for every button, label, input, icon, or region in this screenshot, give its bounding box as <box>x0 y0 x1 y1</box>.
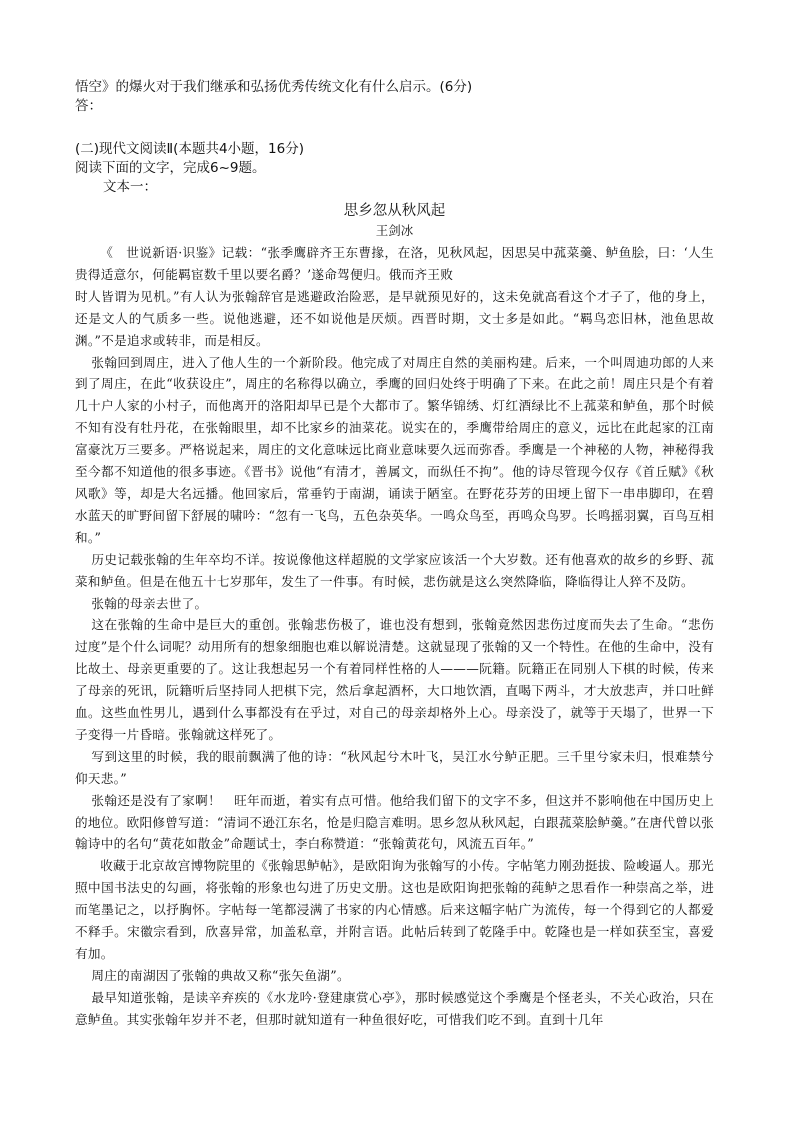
paragraph: 张翰还是没有了家啊！ 旺年而逝，着实有点可惜。他给我们留下的文字不多，但这并不影响他在中国历史上的地位。欧阳修曾写道：“清词不逊江东名，怆是归隐言难明。思乡忽从秋风起，白跟菰菜脍鲈羹。”在唐代曾以张翰诗中的名句“黄花如散金”命题试士，李白称赞道：“张翰黄花句，风流五百年。” <box>75 792 714 852</box>
paragraph: 《 世说新语·识鉴》记载：“张季鹰辟齐王东曹掾，在洛，见秋风起，因思吴中菰菜羹、鲈鱼脍，曰：‘人生贵得适意尔，何能羁宦数千里以要名爵？’遂命驾便归。俄而齐王败 <box>75 245 714 282</box>
paragraph: 写到这里的时候，我的眼前飘满了他的诗：“秋风起兮木叶飞，吴江水兮鲈正肥。三千里兮家未归，恨难禁兮仰天悲。” <box>75 748 714 786</box>
answer-label: 答： <box>75 98 102 114</box>
essay-title: 思乡忽从秋风起 <box>343 203 446 219</box>
instruction: 阅读下面的文字，完成6~9题。 <box>75 160 266 176</box>
question-tail: 悟空》的爆火对于我们继承和弘扬优秀传统文化有什么启示。(6分) <box>75 79 473 95</box>
paragraph: 张翰的母亲去世了。 <box>91 595 208 611</box>
essay-body <box>75 242 714 1031</box>
paragraph: 历史记载张翰的生年卒均不详。按说像他这样超脱的文学家应该活一个大岁数。还有他喜欢的故乡的乡野、菰菜和鲈鱼。但是在他五十七岁那年，发生了一件事。有时候，悲伤就是这么突然降临，降临得让人猝不及防。 <box>75 551 714 589</box>
text-label: 文本一： <box>103 179 157 195</box>
paragraph: 时人皆谓为见机。”有人认为张翰辞官是逃避政治险恶，是早就预见好的，这未免就高看这个才子了，他的身上，还是文人的气质多一些。说他逃避，还不如说他是厌烦。西晋时期，文士多是如此。“羁鸟恋旧林，池鱼思故渊。”不是追求或转非，而是相反。 <box>75 288 714 348</box>
paragraph: 收藏于北京故宫博物院里的《张翰思鲈帖》，是欧阳询为张翰写的小传。字帖笔力刚劲挺拔、险峻逼人。那光照中国书法史的勾画，将张翰的形象也勾进了历史文册。这也是欧阳询把张翰的莼鲈之思看作一种崇高之举，进而笔墨记之，以抒胸怀。字帖每一笔都浸满了书家的内心情感。后来这幅字帖广为流传，每一个得到它的人都爱不释手。宋徽宗看到，欣喜异常，加盖私章，并附言语。此帖后转到了乾隆手中。乾隆也是一样如获至宝，喜爱有加。 <box>75 858 714 961</box>
paragraph: 张翰回到周庄，进入了他人生的一个新阶段。他完成了对周庄自然的美丽构建。后来，一个叫周迪功郎的人来到了周庄，在此“收获设庄”，周庄的名称得以确立，季鹰的回归处终于明确了下来。在此之前！周庄只是个有着几十户人家的小村子，而他离开的洛阳却早已是个大都市了。繁华锦绣、灯红酒绿比不上菰菜和鲈鱼，那个时候不知有没有牡丹花，在张翰眼里，却不比家乡的油菜花。说实在的，季鹰带给周庄的意义，远比在此起家的江南富豪沈万三要多。严格说起来，周庄的文化意味远比商业意味要久远而弥香。季鹰是一个神秘的人物，神秘得我至今都不知道他的很多事迹。《晋书》说他“有清才，善属文，而纵任不拘”。他的诗尽管现今仅存《首丘赋》《秋风歌》等，却是大名远播。他回家后，常垂钓于南湖，诵读于陋室。在野花芬芳的田埂上留下一串串脚印，在碧水蓝天的旷野间留下舒展的啸吟：“忽有一飞鸟，五色杂英华。一鸣众鸟至，再鸣众鸟罗。长鸣摇羽翼，百鸟互相和。” <box>75 354 714 545</box>
paragraph: 这在张翰的生命中是巨大的重创。张翰悲伤极了，谁也没有想到，张翰竟然因悲伤过度而失去了生命。“悲伤过度”是个什么词呢？动用所有的想象细胞也难以解说清楚。这就显现了张翰的又一个特性。在他的生命中，没有比故土、母亲更重要的了。这让我想起另一个有着同样性格的人———阮籍。阮籍正在同别人下棋的时候，传来了母亲的死讯，阮籍听后坚持同人把棋下完，然后拿起酒杯，大口地饮酒，直喝下两斗，才大放悲声，并口吐鲜血。这些血性男儿，遇到什么事都没有在乎过，对自己的母亲却格外上心。母亲没了，就等于天塌了，世界一下子变得一片昏暗。张翰就这样死了。 <box>75 617 714 742</box>
essay-author: 王剑冰 <box>375 223 414 238</box>
paragraph: 周庄的南湖因了张翰的典故又称“张矢鱼湖”。 <box>91 967 350 983</box>
paragraph: 最早知道张翰，是读辛弃疾的《水龙吟·登建康赏心亭》，那时候感觉这个季鹰是个怪老头，不关心政治，只在意鲈鱼。其实张翰年岁并不老，但那时就知道有一种鱼很好吃，可惜我们吃不到。直到十几年 <box>75 989 714 1027</box>
section-heading: (二)现代文阅读Ⅱ(本题共4小题，16分) <box>75 141 304 157</box>
